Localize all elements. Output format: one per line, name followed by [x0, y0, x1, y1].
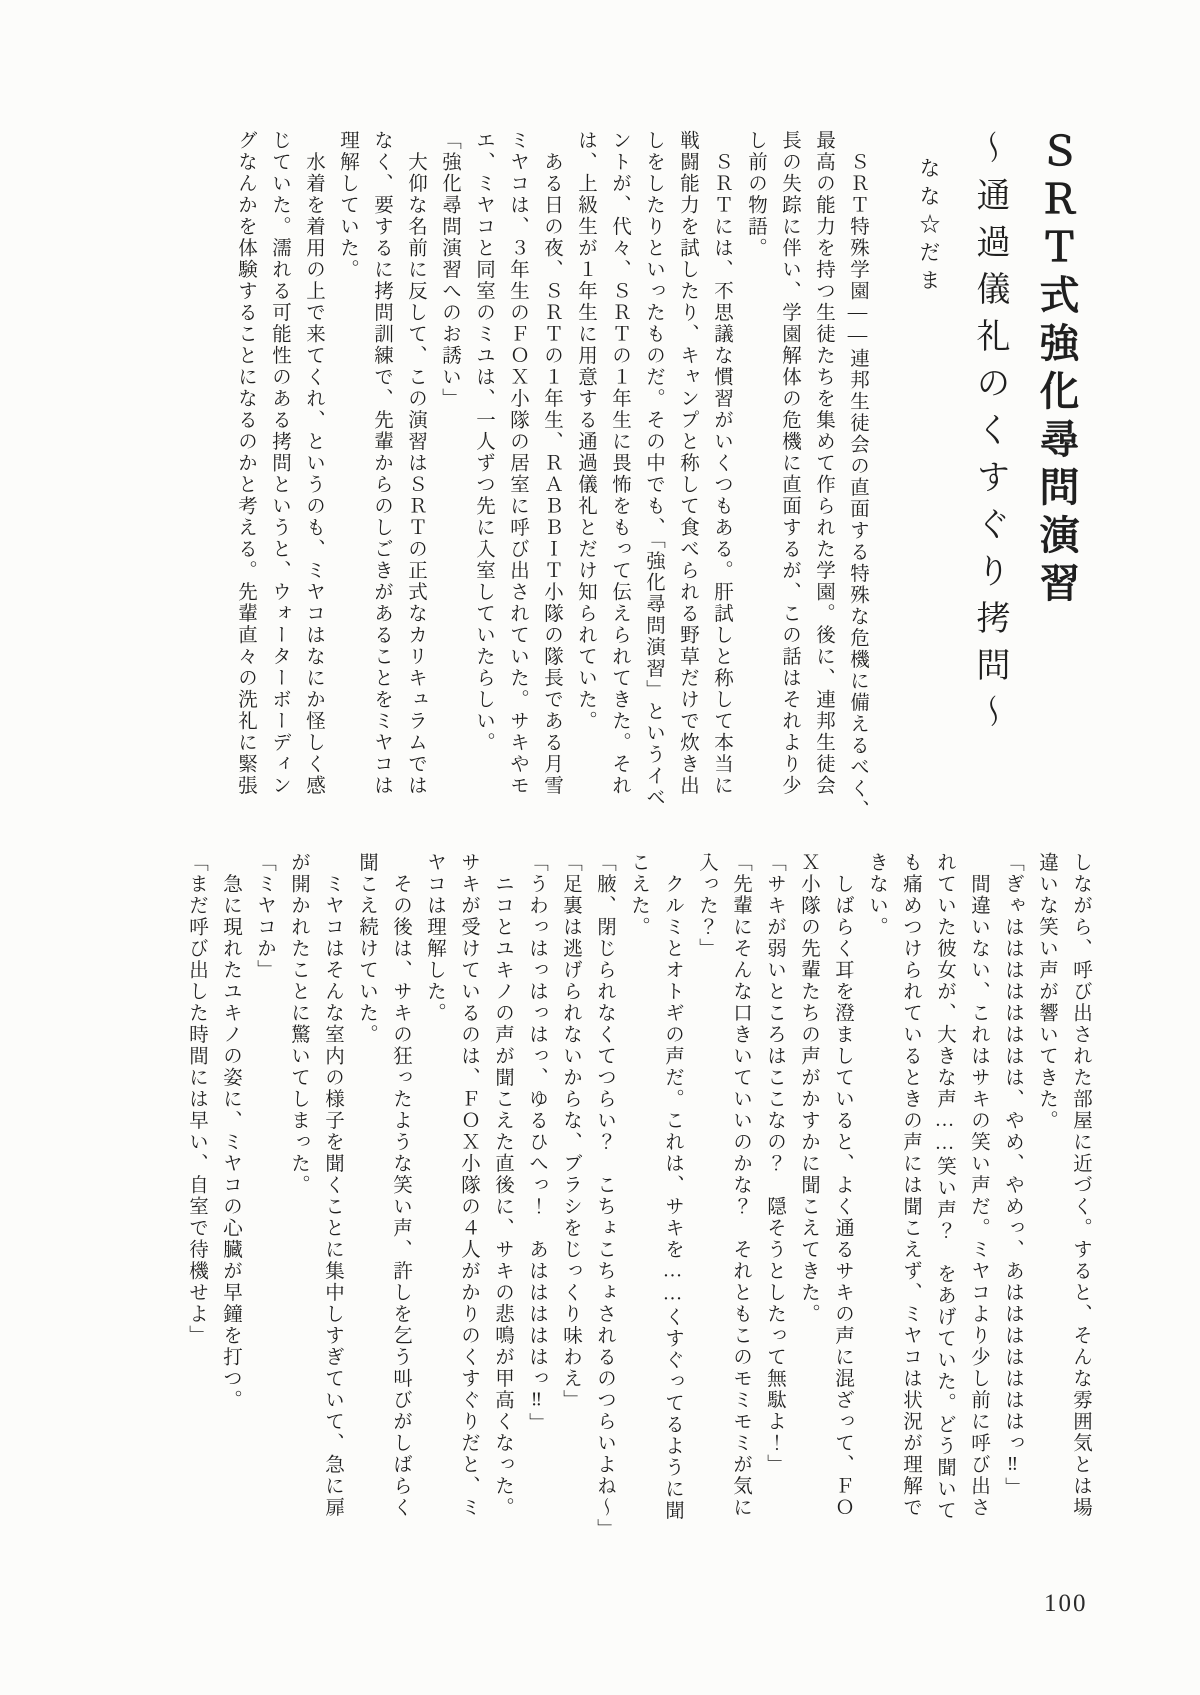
text-column-line: 最高の能力を持つ生徒たちを集めて作られた学園。後に、連邦生徒会 [813, 130, 834, 797]
text-column-line: ニコとユキノの声が聞こえた直後に、サキの悲鳴が甲高くなった。 [492, 852, 513, 1519]
text-column-line: 「足裏は逃げられないからな、ブラシをじっくり味わえ」 [560, 852, 581, 1411]
bottom-text-columns [179, 852, 1097, 1540]
text-column-line: ＳＲＴ特殊学園――連邦生徒会の直面する特殊な危機に備えるべく、 [847, 130, 868, 821]
text-column-line: しながら、呼び出された部屋に近づく。すると、そんな雰囲気とは場 [1070, 852, 1091, 1519]
text-column-line: ヤコは理解した。 [424, 852, 445, 1024]
text-column-line: は、上級生が１年生に用意する通過儀礼とだけ知られていた。 [575, 130, 596, 732]
text-column-line: サキが受けているのは、ＦＯＸ小隊の４人がかりのくすぐりだと、ミ [458, 852, 479, 1519]
text-column-line: 「サキが弱いところはここなの？ 隠そうとしたって無駄よ！」 [764, 852, 785, 1476]
top-text-columns [228, 130, 874, 821]
text-column-line: きない。 [866, 852, 887, 938]
text-column-line: ントが、代々、ＳＲＴの１年生に畏怖をもって伝えられてきた。それ [609, 130, 630, 797]
text-column-line: 聞こえ続けていた。 [356, 852, 377, 1046]
text-column-line: 違いな笑い声が響いてきた。 [1036, 852, 1057, 1132]
text-column-line: も痛めつけられているときの声には聞こえず、ミヤコは状況が理解で [900, 852, 921, 1519]
text-column-line: 「先輩にそんな口きいていいのかな？ それともこのモミモミが気に [730, 852, 751, 1519]
text-column-line: しをしたりといったものだ。その中でも、「強化尋問演習」というイベ [643, 130, 664, 809]
text-column-line: 理解していた。 [337, 130, 358, 281]
text-column-line: しばらく耳を澄ましていると、よく通るサキの声に混ざって、ＦＯ [832, 852, 853, 1519]
text-column-line: 間違いない、これはサキの笑い声だ。ミヤコより少し前に呼び出さ [968, 852, 989, 1519]
text-column-line: 「ぎゃはははははははは、やめ、やめっ、あはははははははっ‼」 [1002, 852, 1023, 1499]
story-author: なな☆だま [917, 157, 941, 297]
text-column-line: れていた彼女が、大きな声……笑い声？ をあげていた。どう聞いて [934, 852, 955, 1522]
text-column-line: クルミとオトギの声だ。これは、サキを……くすぐってるように聞 [662, 852, 683, 1522]
text-column-line: じていた。濡れる可能性のある拷問というと、ウォーターボーディン [269, 130, 290, 797]
text-column-line: 水着を着用の上で来てくれ、というのも、ミヤコはなにか怪しく感 [303, 130, 324, 797]
text-column-line: なく、要するに拷問訓練で、先輩からのしごきがあることをミヤコは [371, 130, 392, 797]
text-column-line: 急に現れたユキノの姿に、ミヤコの心臓が早鐘を打つ。 [220, 852, 241, 1411]
top-text-block [228, 130, 1084, 821]
text-column-line: その後は、サキの狂ったような笑い声、許しを乞う叫びがしばらく [390, 852, 411, 1519]
text-column-line: 「腋、閉じられなくてつらい？ こちょこちょされるのつらいよね～」 [594, 852, 615, 1540]
text-column-line: ミヤコはそんな室内の様子を聞くことに集中しすぎていて、急に扉 [322, 852, 343, 1519]
text-column-line: Ｘ小隊の先輩たちの声がかすかに聞こえてきた。 [798, 852, 819, 1325]
story-title: ＳＲＴ式強化尋問演習 [1034, 130, 1079, 610]
text-column-line: 入った？」 [696, 852, 717, 960]
text-column-line: が開かれたことに驚いてしまった。 [288, 852, 309, 1196]
text-column-line: 「うわっはっはっはっ、ゆるひへっ！ あはははははっ‼」 [526, 852, 547, 1434]
text-column-line: 大仰な名前に反して、この演習はＳＲＴの正式なカリキュラムでは [405, 130, 426, 797]
story-subtitle: ～通過儀礼のくすぐり拷問～ [971, 130, 1008, 741]
page-number: 100 [1044, 1590, 1088, 1617]
text-column-line: グなんかを体験することになるのかと考える。先輩直々の洗礼に緊張 [235, 130, 256, 797]
text-column-line: こえた。 [628, 852, 649, 938]
text-column-line: 「強化尋問演習へのお誘い」 [439, 130, 460, 410]
text-column-line: 長の失踪に伴い、学園解体の危機に直面するが、この話はそれより少 [779, 130, 800, 797]
text-column-line: ＳＲＴには、不思議な慣習がいくつもある。肝試しと称して本当に [711, 130, 732, 797]
text-column-line: 「まだ呼び出した時間には早い、自室で待機せよ」 [186, 852, 207, 1347]
text-column-line: ミヤコは、３年生のＦＯＸ小隊の居室に呼び出されていた。サキやモ [507, 130, 528, 797]
text-column-line: 「ミヤコか」 [254, 852, 275, 981]
text-column-line: エ、ミヤコと同室のミユは、一人ずつ先に入室していたらしい。 [473, 130, 494, 754]
text-column-line: し前の物語。 [745, 130, 766, 259]
bottom-text-block [179, 852, 1097, 1540]
text-column-line: 戦闘能力を試したり、キャンプと称して食べられる野草だけで炊き出 [677, 130, 698, 797]
text-column-line: ある日の夜、ＳＲＴの１年生、ＲＡＢＢＩＴ小隊の隊長である月雪 [541, 130, 562, 797]
